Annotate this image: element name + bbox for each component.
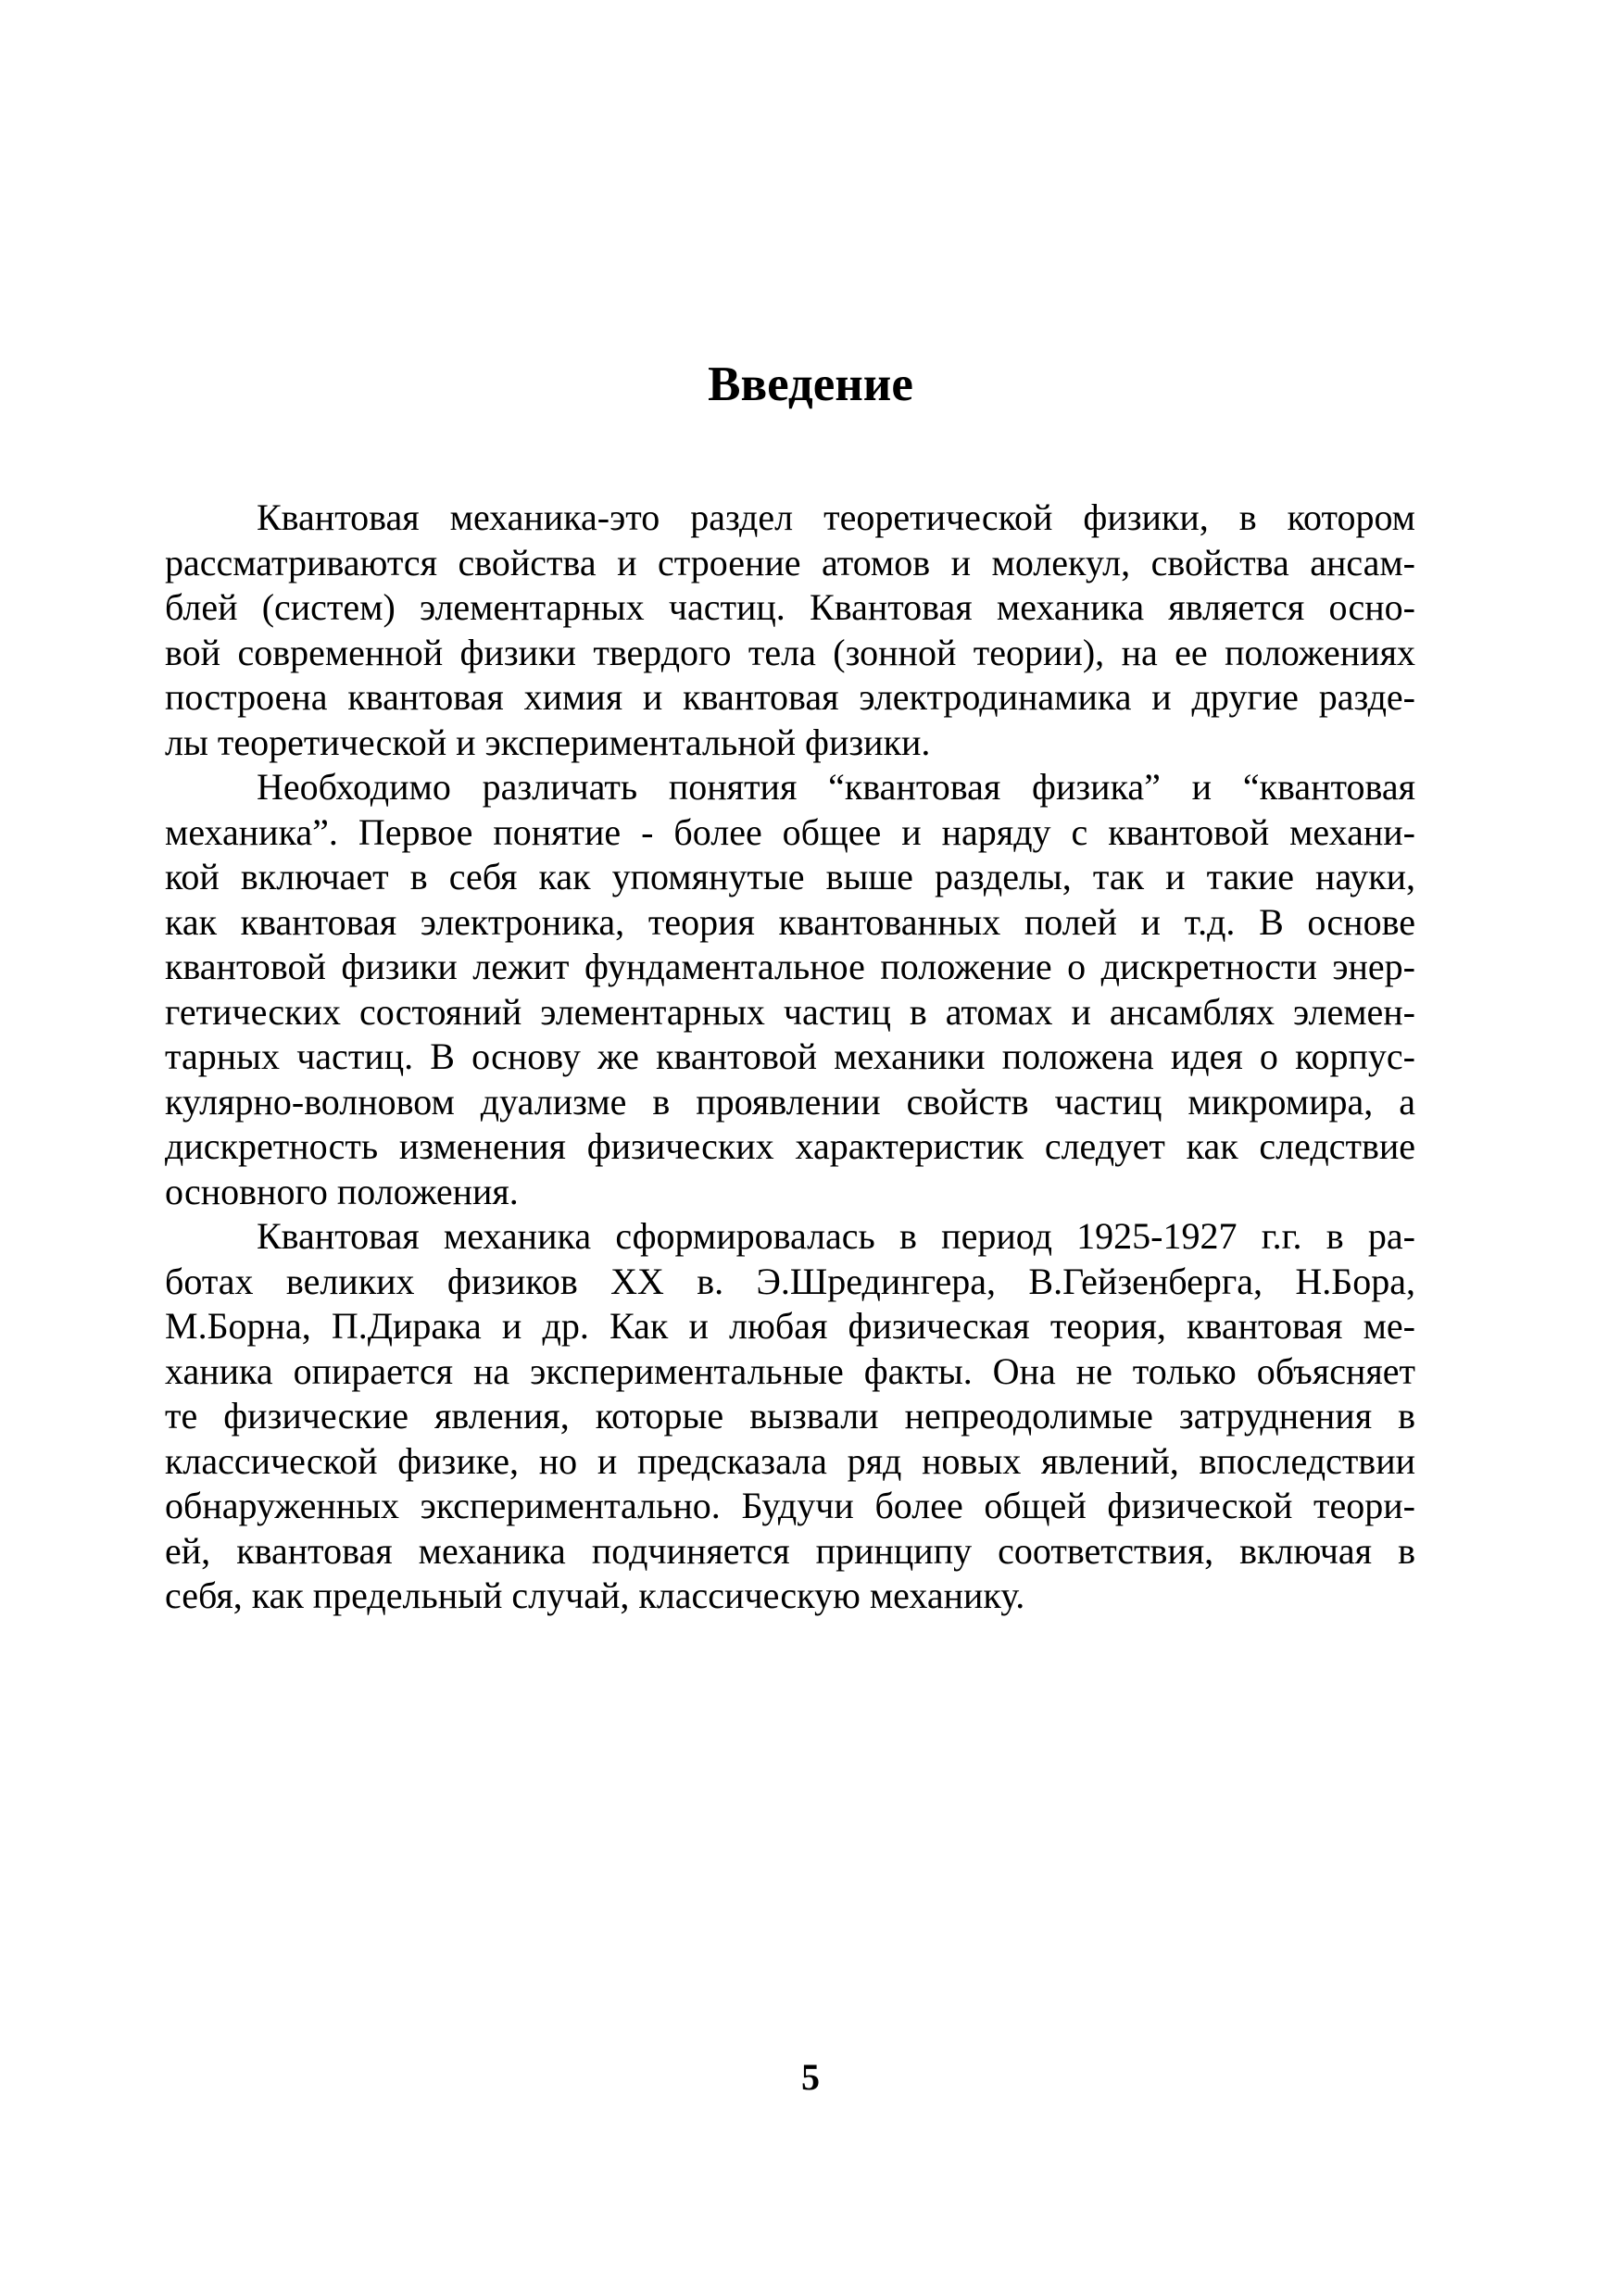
text-line: М.Борна, П.Дирака и др. Как и любая физическая теория, квантовая ме- (165, 1305, 1415, 1347)
text-line: блей (систем) элементарных частиц. Квантовая механика является осно- (165, 586, 1415, 628)
text-line: те физические явления, которые вызвали непреодолимые затруднения в (165, 1395, 1415, 1437)
text-line: ей, квантовая механика подчиняется принципу соответствия, включая в (165, 1529, 1415, 1572)
text-line: лы теоретической и экспериментальной физики. (165, 721, 931, 763)
text-line: обнаруженных экспериментально. Будучи более общей физической теори- (165, 1485, 1415, 1526)
text-line: построена квантовая химия и квантовая электродинамика и другие разде- (165, 676, 1415, 718)
text-line: ханика опирается на экспериментальные факты. Она не только объясняет (165, 1349, 1415, 1392)
text-line: кулярно-волновом дуализме в проявлении свойств частиц микромира, а (165, 1080, 1415, 1123)
text-line: тарных частиц. В основу же квантовой механики положена идея о корпус- (165, 1035, 1415, 1077)
paragraph-2 (165, 765, 1415, 1214)
text-line: дискретность изменения физических характеристик следует как следствие (165, 1125, 1415, 1167)
text-line: гетических состояний элементарных частиц в атомах и ансамблях элемен- (165, 990, 1415, 1033)
paragraph-3 (165, 1214, 1415, 1619)
text-line: кой включает в себя как упомянутые выше разделы, так и такие науки, (165, 856, 1415, 897)
text-line: механика”. Первое понятие - более общее и наряду с квантовой механи- (165, 810, 1415, 853)
text-line: Квантовая механика-это раздел теоретической физики, в котором (257, 496, 1415, 538)
text-line: основного положения. (165, 1170, 519, 1212)
body-text (165, 496, 1415, 1619)
paragraph-1 (165, 496, 1415, 765)
text-line: вой современной физики твердого тела (зонной теории), на ее положениях (165, 631, 1415, 673)
page-title: Введение (708, 358, 913, 411)
text-line: рассматриваются свойства и строение атомов и молекул, свойства ансам- (165, 541, 1415, 583)
text-line: себя, как предельный случай, классическую механику. (165, 1575, 1025, 1616)
text-line: ботах великих физиков XX в. Э.Шредингера, В.Гейзенберга, Н.Бора, (165, 1260, 1415, 1302)
text-line: квантовой физики лежит фундаментальное положение о дискретности энер- (165, 946, 1415, 987)
text-line: Квантовая механика сформировалась в период 1925-1927 г.г. в ра- (257, 1215, 1415, 1257)
text-line: Необходимо различать понятия “квантовая физика” и “квантовая (257, 766, 1415, 808)
text-line: классической физике, но и предсказала ряд новых явлений, впоследствии (165, 1439, 1415, 1482)
page-number: 5 (801, 2056, 820, 2098)
text-line: как квантовая электроника, теория квантованных полей и т.д. В основе (165, 900, 1415, 943)
